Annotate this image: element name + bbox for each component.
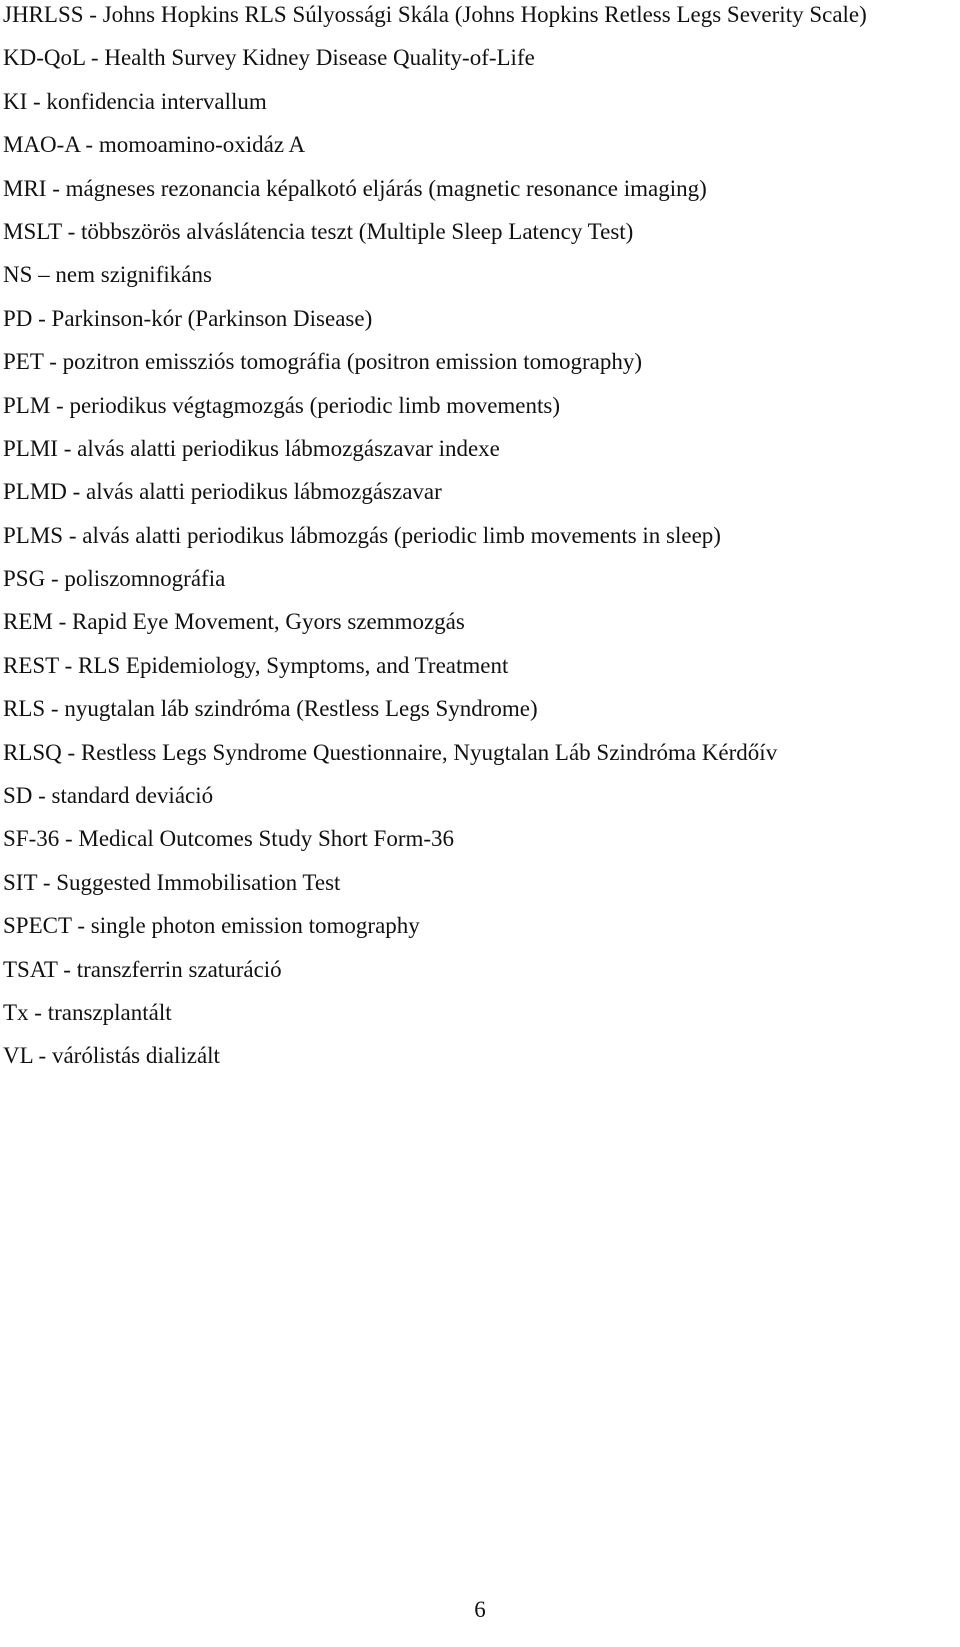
abbreviation-plmi: PLMI - alvás alatti periodikus lábmozgászavar indexe: [3, 435, 500, 461]
abbreviation-plmd: PLMD - alvás alatti periodikus lábmozgászavar: [3, 479, 442, 505]
abbreviation-tx: Tx - transzplantált: [3, 999, 172, 1025]
abbreviation-sit: SIT - Suggested Immobilisation Test: [3, 869, 341, 895]
abbreviation-rls: RLS - nyugtalan láb szindróma (Restless Legs Syndrome): [3, 696, 538, 722]
page-number: 6: [474, 1597, 486, 1622]
abbreviation-pd: PD - Parkinson-kór (Parkinson Disease): [3, 305, 373, 331]
abbreviation-mri: MRI - mágneses rezonancia képalkotó eljárás (magnetic resonance imaging): [3, 175, 707, 201]
abbreviation-ns: NS – nem szignifikáns: [3, 262, 212, 288]
abbreviation-sd: SD - standard deviáció: [3, 783, 214, 809]
abbreviation-list: [3, 0, 943, 1085]
abbreviation-mslt: MSLT - többszörös alváslátencia teszt (Multiple Sleep Latency Test): [3, 218, 634, 244]
abbreviation-vl: VL - várólistás dializált: [3, 1043, 220, 1069]
abbreviation-kd-qol: KD-QoL - Health Survey Kidney Disease Quality-of-Life: [3, 45, 535, 71]
abbreviation-pet: PET - pozitron emissziós tomográfia (positron emission tomography): [3, 349, 643, 375]
abbreviation-rem: REM - Rapid Eye Movement, Gyors szemmozgás: [3, 609, 465, 635]
abbreviation-psg: PSG - poliszomnográfia: [3, 566, 226, 592]
abbreviation-plm: PLM - periodikus végtagmozgás (periodic limb movements): [3, 392, 560, 418]
abbreviation-tsat: TSAT - transzferrin szaturáció: [3, 956, 282, 982]
abbreviation-ki: KI - konfidencia intervallum: [3, 88, 267, 114]
abbreviation-plms: PLMS - alvás alatti periodikus lábmozgás (periodic limb movements in sleep): [3, 522, 721, 548]
abbreviation-jhrlss: JHRLSS - Johns Hopkins RLS Súlyossági Skála (Johns Hopkins Retless Legs Severity Scale): [3, 2, 867, 27]
abbreviation-spect: SPECT - single photon emission tomography: [3, 913, 420, 939]
abbreviation-sf-36: SF-36 - Medical Outcomes Study Short Form-36: [3, 826, 455, 852]
abbreviation-rest: REST - RLS Epidemiology, Symptoms, and Treatment: [3, 652, 509, 678]
abbreviation-mao-a: MAO-A - momoamino-oxidáz A: [3, 132, 306, 158]
abbreviation-rlsq: RLSQ - Restless Legs Syndrome Questionnaire, Nyugtalan Láb Szindróma Kérdőív: [3, 739, 778, 765]
